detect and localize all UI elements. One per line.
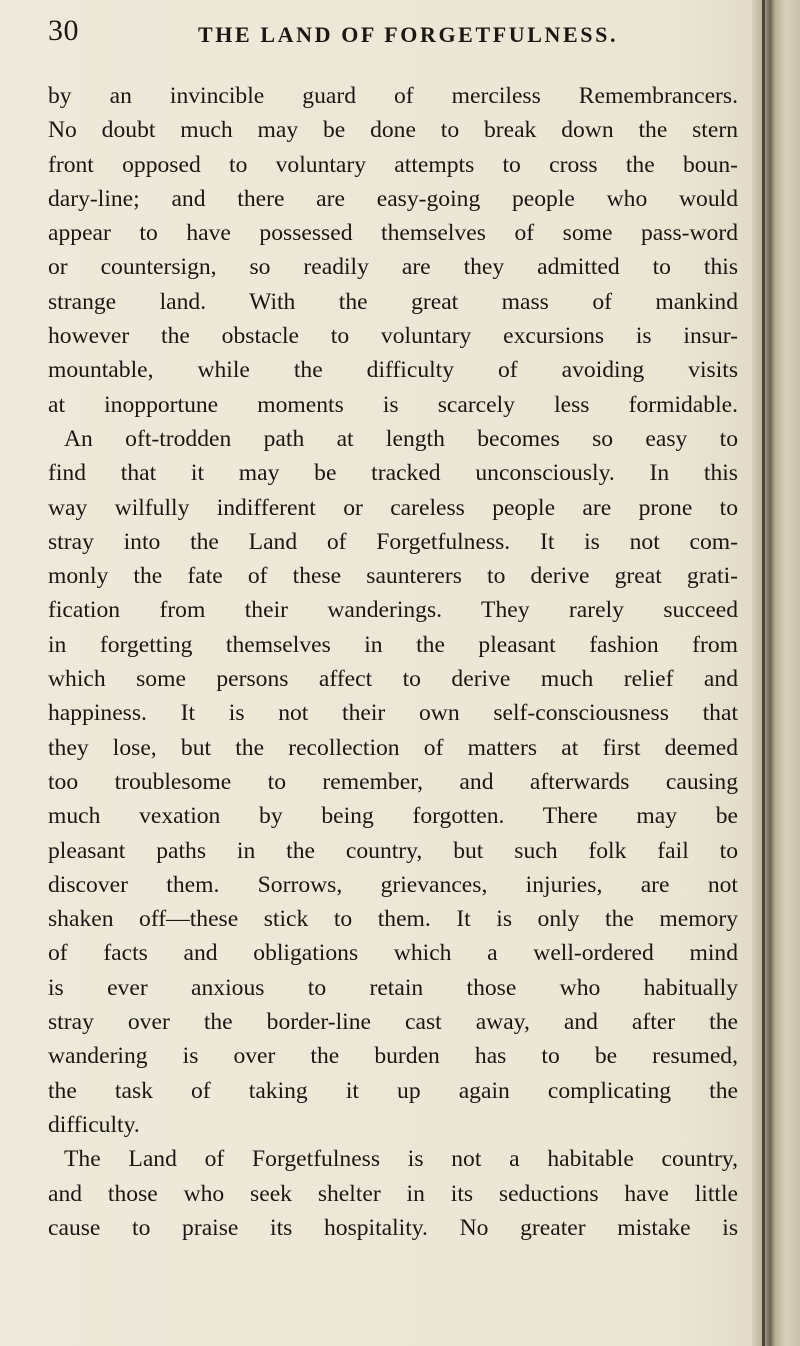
text-line: difficulty.	[48, 1111, 140, 1138]
text-line: in forgetting themselves in the pleasant fashion from	[48, 631, 738, 658]
text-line: or countersign, so readily are they admitted to this	[48, 254, 738, 281]
page-header	[48, 14, 738, 54]
text-line: is ever anxious to retain those who habitually	[48, 974, 738, 1001]
text-line: wandering is over the burden has to be resumed,	[48, 1043, 738, 1070]
text-line: too troublesome to remember, and afterwards causing	[48, 768, 738, 795]
book-gutter	[752, 0, 800, 1346]
text-line: discover them. Sorrows, grievances, injuries, are not	[48, 871, 738, 898]
body-text	[48, 79, 738, 1245]
text-line: appear to have possessed themselves of some pass-word	[48, 220, 738, 247]
text-line: stray over the border-line cast away, and after the	[48, 1009, 738, 1036]
page-number: 30	[48, 14, 79, 47]
text-line: way wilfully indifferent or careless people are prone to	[48, 494, 738, 521]
text-line: shaken off—these stick to them. It is only the memory	[48, 906, 738, 933]
running-title: THE LAND OF FORGETFULNESS.	[198, 22, 619, 47]
text-line: by an invincible guard of merciless Remembrancers.	[48, 83, 738, 109]
text-line: happiness. It is not their own self-consciousness that	[48, 700, 738, 727]
text-line: monly the fate of these saunterers to derive great grati-	[48, 563, 738, 590]
text-line: The Land of Forgetfulness is not a habitable country,	[64, 1146, 738, 1173]
text-line: however the obstacle to voluntary excursions is insur-	[48, 323, 738, 350]
text-line: which some persons affect to derive much relief and	[48, 666, 738, 693]
gutter-shadow	[762, 0, 765, 1346]
text-line: No doubt much may be done to break down the stern	[48, 117, 738, 144]
text-line: of facts and obligations which a well-ordered mind	[48, 940, 738, 967]
text-line: at inopportune moments is scarcely less formidable.	[48, 391, 738, 418]
text-line: find that it may be tracked unconsciously. In this	[48, 460, 738, 487]
text-line: they lose, but the recollection of matters at first deemed	[48, 734, 738, 761]
text-line: much vexation by being forgotten. There may be	[48, 803, 738, 830]
text-line: An oft-trodden path at length becomes so easy to	[64, 425, 738, 452]
text-line: front opposed to voluntary attempts to cross the boun-	[48, 151, 738, 178]
text-line: cause to praise its hospitality. No greater mistake is	[48, 1214, 738, 1241]
text-line: dary-line; and there are easy-going people who would	[48, 185, 738, 212]
text-line: stray into the Land of Forgetfulness. It is not com-	[48, 528, 738, 555]
text-line: fication from their wanderings. They rarely succeed	[48, 597, 738, 624]
text-line: strange land. With the great mass of mankind	[48, 288, 738, 315]
text-line: the task of taking it up again complicating the	[48, 1077, 738, 1104]
text-line: pleasant paths in the country, but such folk fail to	[48, 837, 738, 864]
text-line: mountable, while the difficulty of avoiding visits	[48, 357, 738, 384]
text-line: and those who seek shelter in its seductions have little	[48, 1180, 738, 1207]
